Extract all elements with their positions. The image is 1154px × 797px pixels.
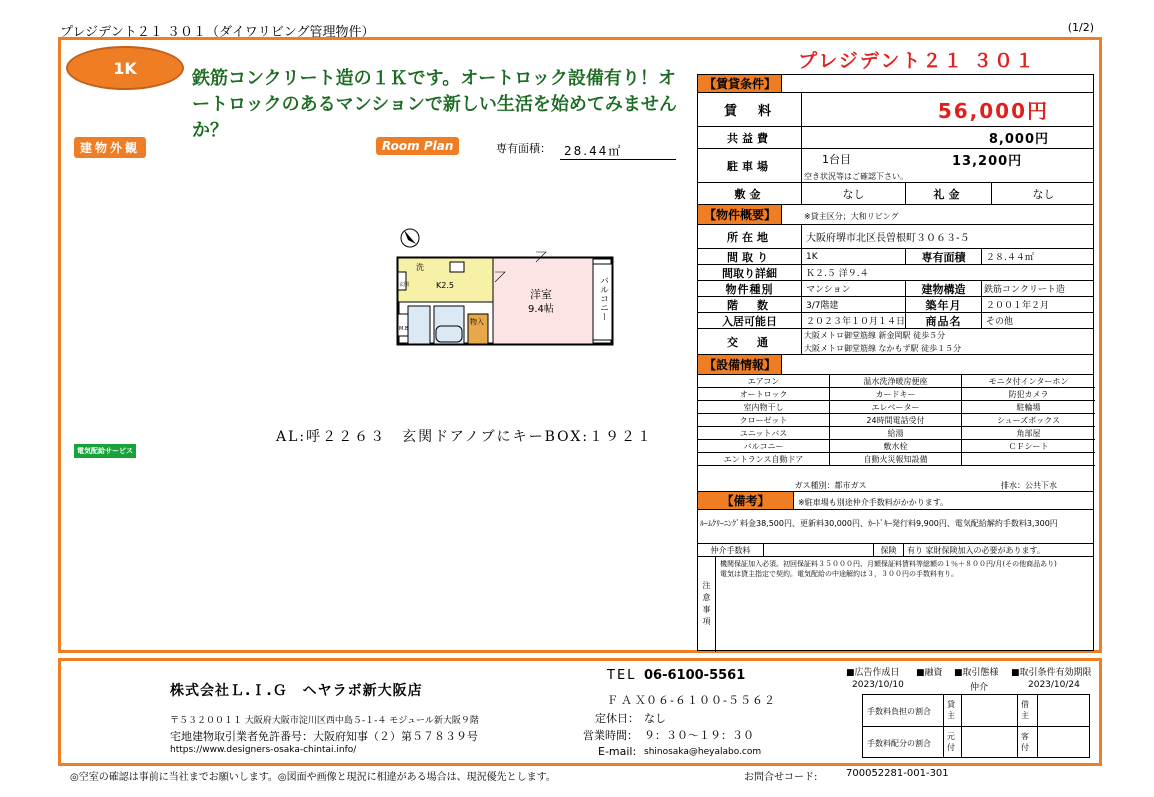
property-name: プレジデント２１ ３０１	[798, 50, 1037, 72]
fee-burden-label: 手数料負担の割合	[867, 707, 931, 716]
deal-label: ■融資	[916, 668, 943, 678]
structure-value: 鉄筋コンクリート造	[984, 285, 1065, 295]
facility-item: 敷水栓	[830, 440, 962, 453]
built-value: ２００１年２月	[986, 301, 1050, 311]
facility-item: カードキー	[830, 388, 962, 401]
owner-note: ※貸主区分；大和リビング	[804, 212, 899, 221]
facility-item: 駐輪場	[962, 401, 1095, 414]
move-in-value: ２０２３年１０月１４日	[802, 313, 906, 328]
facility-item: エアコン	[698, 375, 830, 388]
document-title: プレジデント２１ ３０１（ダイワリビング管理物件）	[60, 25, 375, 40]
broker-fee-label: 仲介手数料	[698, 544, 764, 556]
north-compass-icon	[401, 229, 419, 247]
facility-item: エレベーター	[830, 401, 962, 414]
exterior-tag: 建物外観	[74, 137, 146, 158]
room-label: 洋室	[530, 288, 552, 301]
layout-value: 1K	[802, 249, 906, 264]
product-value: その他	[986, 317, 1014, 327]
kitchen-label: K2.5	[436, 281, 454, 290]
hours-label: 営業時間：	[583, 729, 638, 742]
facility-item: 温水洗浄暖房便座	[830, 375, 962, 388]
address-label: 所在地	[698, 225, 802, 248]
facility-item: エントランス自動ドア	[698, 453, 830, 466]
facility-item: ＣＦシート	[962, 440, 1095, 453]
facility-item: 室内物干し	[698, 401, 830, 414]
valid-label: ■取引条件有効期限	[1011, 668, 1092, 678]
holiday-value: なし	[644, 712, 666, 725]
facility-item: バルコニー	[698, 440, 830, 453]
layout-detail-label: 間取り詳細	[698, 265, 802, 280]
access-line-2: 大阪メトロ御堂筋線 なかもず駅 徒歩１５分	[804, 344, 962, 353]
notes-label: 注意事項	[698, 557, 716, 652]
tel-label: TEL	[607, 668, 637, 683]
facility-item: クローゼット	[698, 414, 830, 427]
overview-section-header: 【物件概要】	[698, 205, 782, 224]
room-size-label: 9.4帖	[528, 304, 554, 315]
tenant-label: 借主	[1021, 700, 1029, 720]
notes-line-2: 電気は貸主指定で契約。電気配給の中途解約は３，３００円の手数料有り。	[720, 570, 958, 578]
inquiry-label: お問合せコード:	[744, 772, 818, 783]
insurance-label: 保険	[874, 544, 904, 556]
balcony-label: バルコニー	[598, 276, 608, 321]
storage-label: 物入	[470, 318, 484, 326]
facility-item: オートロック	[698, 388, 830, 401]
rent-label: 賃 料	[698, 93, 802, 126]
parking-label: 駐車場	[698, 149, 802, 182]
facility-item: シューズボックス	[962, 414, 1095, 427]
valid-value: 2023/10/24	[1028, 680, 1080, 690]
fee-split-label: 手数料配分の割合	[867, 739, 931, 748]
ad-created-value: 2023/10/10	[852, 680, 904, 690]
floor-label: 階 数	[698, 297, 802, 312]
facility-item: 自動火災報知設備	[830, 453, 962, 466]
type-label: 物件種別	[698, 281, 802, 296]
key-box-note: AL:呼２２６３ 玄関ドアノブにキーBOX:１９２１	[276, 429, 654, 445]
client-label: 元付	[947, 732, 955, 752]
facility-item	[962, 453, 1095, 466]
company-license: 宅地建物取引業者免許番号：大阪府知事（２）第５７８３９号	[170, 730, 478, 743]
wash-label: 洗	[416, 263, 424, 272]
electric-service-tag: 電気配給サービス	[74, 444, 136, 458]
built-label: 築年月	[906, 297, 982, 312]
entrance-label: 玄関	[399, 282, 410, 288]
notes-line-1: 機関保証加入必須。初回保証料３５０００円、月額保証料賃料等総額の１％＋８００円/月(その他商品あり)	[720, 560, 1057, 568]
layout-detail-value: Ｋ２.５ 洋９.４	[806, 269, 869, 279]
property-table	[697, 74, 1094, 651]
area-value: 28.44㎡	[560, 142, 676, 160]
area-table-label: 専有面積	[906, 249, 982, 264]
facility-item: 角部屋	[962, 427, 1095, 440]
parking-note: 空き状況等はご確認下さい。	[804, 172, 908, 181]
email-value[interactable]: shinosaka@heyalabo.com	[644, 747, 762, 757]
tel-number[interactable]: 06-6100-5561	[644, 668, 746, 683]
key-money-value: なし	[1032, 187, 1055, 201]
inquiry-code: 700052281-001-301	[846, 768, 949, 779]
floor-plan	[378, 226, 632, 350]
parking-units: 1台目	[822, 153, 851, 166]
drain-type: 排水：公共下水	[1001, 480, 1057, 490]
area-label: 専有面積：	[496, 142, 551, 155]
lender-label: 貸主	[947, 700, 955, 720]
ad-created-label: ■広告作成日	[846, 668, 900, 678]
gas-type: ガス種別：都市ガス	[794, 480, 867, 490]
fax-number: ０６-６１００-５５６２	[646, 694, 776, 707]
mb-label: M.B	[399, 326, 409, 332]
footer-note: ◎空室の確認は事前に当社までお願いします。◎図面や画像と現況に相違がある場合は、現況優先とします。	[70, 772, 556, 783]
deposit-label: 敷金	[698, 183, 802, 204]
facility-item: ユニットバス	[698, 427, 830, 440]
structure-label: 建物構造	[906, 281, 982, 296]
rent-value: 56,000円	[937, 99, 1049, 123]
facility-item: 給湯	[830, 427, 962, 440]
company-address: 〒５３２００１１ 大阪府大阪市淀川区西中島５-１-４ モジュール新大阪９階	[170, 716, 479, 726]
hours-value: ９：３０～１９：３０	[644, 729, 754, 742]
email-label: E-mail:	[598, 745, 637, 758]
facility-item: モニタ付インターホン	[962, 375, 1095, 388]
insurance-value: 有り 家財保険加入の必要があります。	[907, 545, 1045, 555]
page-number: (1/2)	[1067, 21, 1094, 34]
fees-text: ﾙｰﾑｸﾘｰﾆﾝｸﾞ料金38,500円、更新料30,000円、ｶｰﾄﾞｷｰ発行料9,900円、電気配給解約手数料3,300円	[700, 519, 1058, 528]
common-fee-label: 共益費	[698, 127, 802, 148]
facility-item: 24時間電話受付	[830, 414, 962, 427]
company-url[interactable]: https://www.designers-osaka-chintai.info/	[170, 745, 357, 755]
broker-label: 客付	[1021, 732, 1029, 752]
holiday-label: 定休日：	[595, 712, 639, 725]
floor-value: 3/7階建	[802, 297, 906, 312]
access-line-1: 大阪メトロ御堂筋線 新金岡駅 徒歩５分	[804, 331, 946, 340]
facilities-section-header: 【設備情報】	[698, 355, 782, 374]
product-label: 商品名	[906, 313, 982, 328]
layout-badge: 1K	[66, 46, 184, 90]
room-plan-tag: Room Plan	[376, 137, 459, 155]
layout-label: 間取り	[698, 249, 802, 264]
facilities-grid	[698, 375, 1093, 479]
facility-item: 防犯カメラ	[962, 388, 1095, 401]
mode-value: 仲介	[970, 683, 989, 693]
parking-fee: 13,200円	[952, 154, 1023, 169]
rental-section-header: 【賃貸条件】	[698, 75, 782, 92]
catch-copy: 鉄筋コンクリート造の１Ｋです。オートロック設備有り！オートロックのあるマンションで新しい生活を始めてみませんか？	[192, 68, 677, 141]
access-label: 交 通	[698, 329, 802, 354]
fax-label: ＦＡＸ	[607, 694, 649, 707]
deposit-value: なし	[802, 183, 906, 204]
fee-ratio-table	[862, 694, 1090, 758]
mode-label: ■取引態様	[954, 668, 999, 678]
common-fee-value: 8,000円	[988, 132, 1049, 147]
type-value: マンション	[802, 281, 906, 296]
address-value: 大阪府堺市北区長曽根町３０６３-５	[806, 233, 970, 244]
company-name: 株式会社Ｌ.Ｉ.Ｇ ヘヤラボ新大阪店	[170, 683, 423, 699]
move-in-label: 入居可能日	[698, 313, 802, 328]
remarks-section-header: 【備考】	[698, 492, 794, 509]
remarks-note: ※駐車場も別途仲介手数料がかかります。	[798, 498, 949, 507]
key-money-label: 礼金	[906, 183, 992, 204]
area-table-value: ２８.４４㎡	[986, 253, 1034, 263]
